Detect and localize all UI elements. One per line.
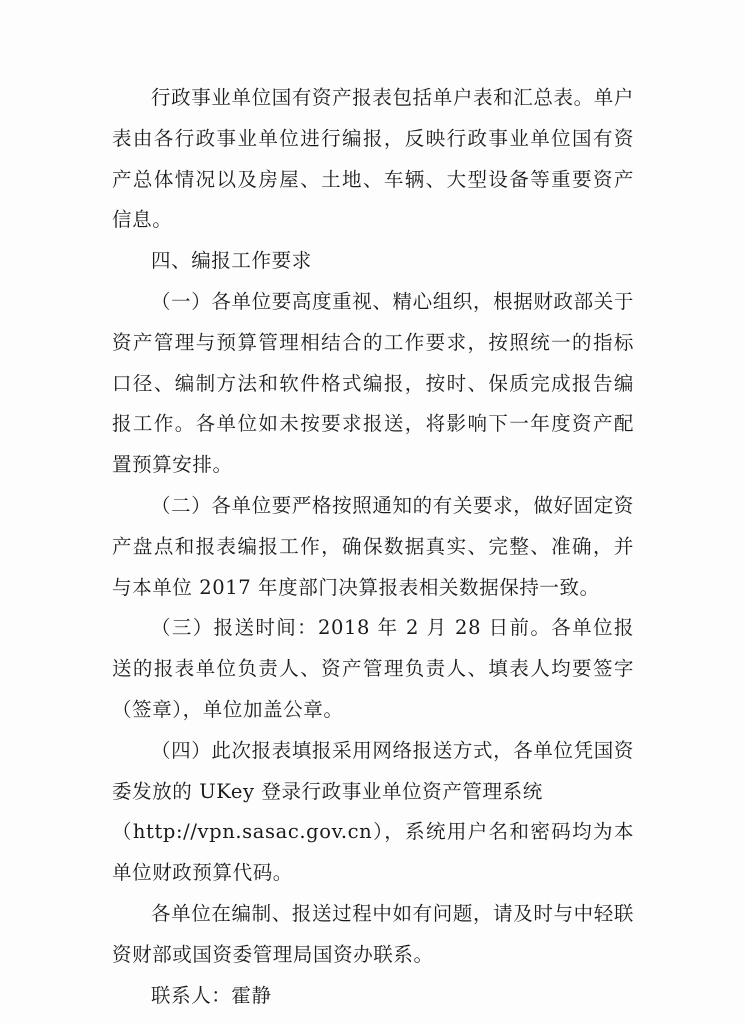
paragraph-item-3: （三）报送时间：2018 年 2 月 28 日前。各单位报送的报表单位负责人、资产管理负责人、填表人均要签字（签章），单位加盖公章。 [112,616,634,721]
section-heading-requirements: 四、编报工作要求 [151,249,312,273]
document-body [112,78,634,1016]
paragraph-item-4: （四）此次报表填报采用网络报送方式，各单位凭国资委发放的 UKey 登录行政事业单位资产管理系统 [112,738,634,803]
paragraph-contact-note: 各单位在编制、报送过程中如有问题，请及时与中轻联资财部或国资委管理局国资办联系。 [112,901,634,966]
paragraph-report-types: 行政事业单位国有资产报表包括单户表和汇总表。单户表由各行政事业单位进行编报，反映行政事业单位国有资产总体情况以及房屋、土地、车辆、大型设备等重要资产信息。 [112,86,634,232]
paragraph-item-2: （二）各单位要严格按照通知的有关要求，做好固定资产盘点和报表编报工作，确保数据真实、完整、准确，并与本单位 2017 年度部门决算报表相关数据保持一致。 [112,493,634,599]
paragraph-item-1: （一）各单位要高度重视、精心组织，根据财政部关于资产管理与预算管理相结合的工作要求，按照统一的指标口径、编制方法和软件格式编报，按时、保质完成报告编报工作。各单位如未按要求报送，将影响下一年度资产配置预算安排。 [112,289,634,477]
paragraph-item-4-url: （http://vpn.sasac.gov.cn），系统用户名和密码均为本单位财政预算代码。 [112,820,634,885]
contact-person: 联系人：霍静 [151,983,272,1007]
